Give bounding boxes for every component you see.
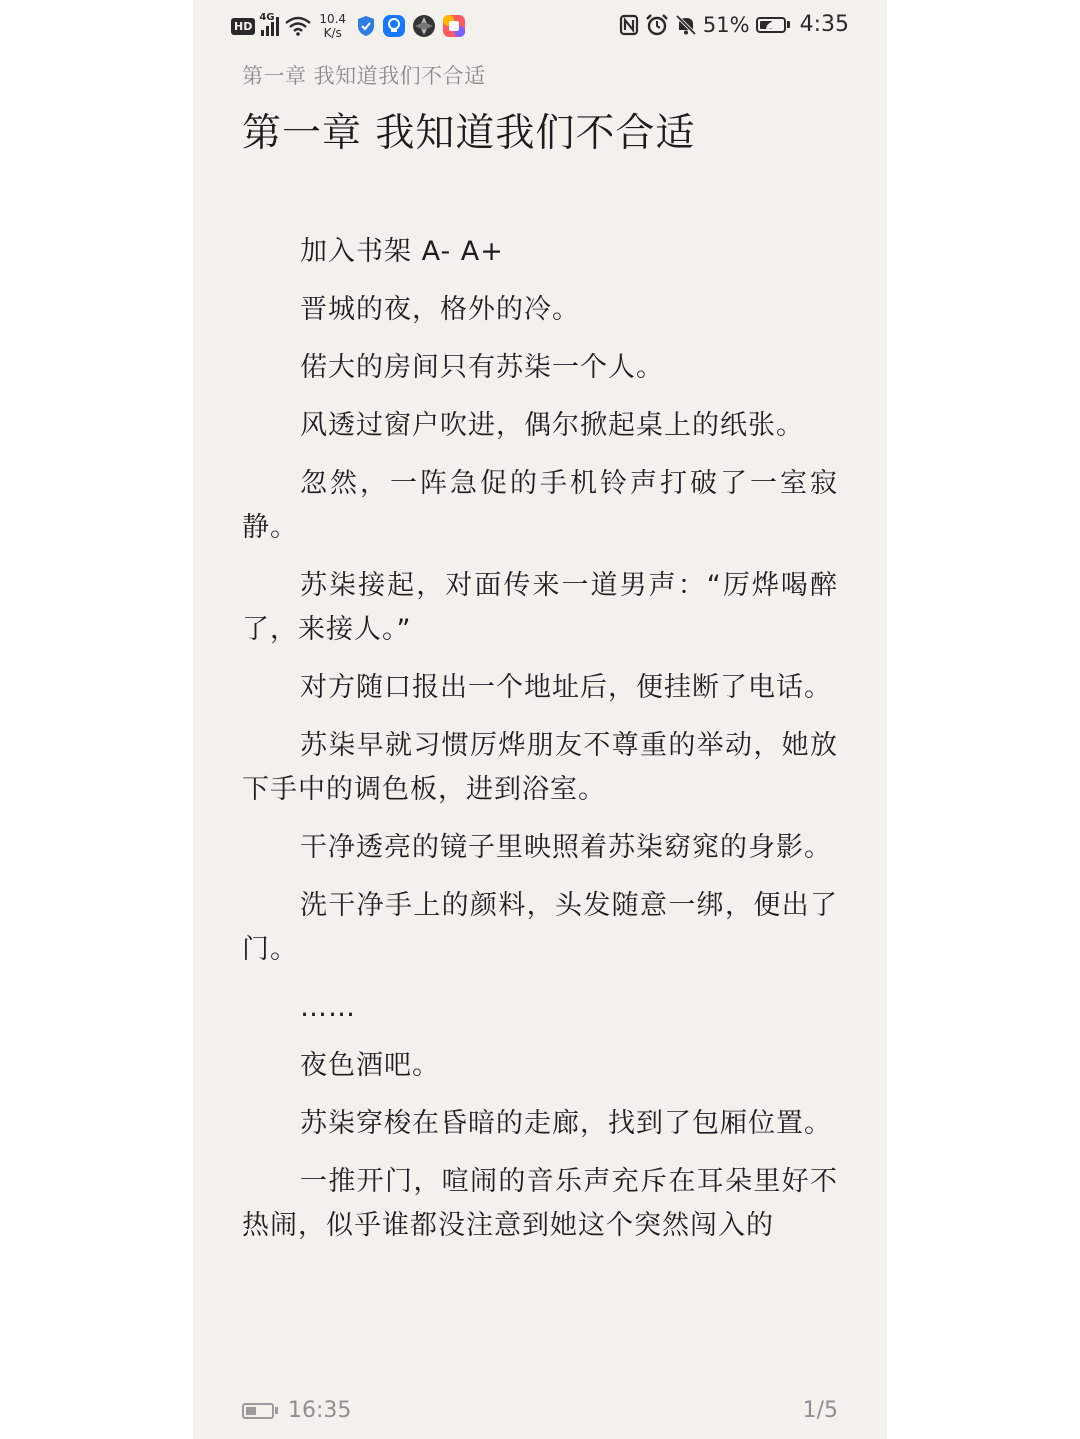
paragraph: 洗干净手上的颜料，头发随意一绑，便出了门。 <box>242 890 838 965</box>
footer-left <box>242 1398 351 1423</box>
page-indicator: 1/5 <box>802 1398 838 1423</box>
paragraph: 风透过窗户吹进，偶尔掀起桌上的纸张。 <box>300 410 804 441</box>
network-speed-value: 10.4 <box>319 12 347 26</box>
mute-bell-icon <box>675 14 697 36</box>
hd-badge: HD <box>231 18 255 35</box>
paragraph: 干净透亮的镜子里映照着苏柒窈窕的身影。 <box>300 832 832 863</box>
paragraph[interactable]: 加入书架 A- A+ <box>300 236 504 267</box>
footer-battery-icon <box>242 1403 278 1419</box>
shield-icon <box>356 15 376 37</box>
battery-icon <box>756 17 790 33</box>
alarm-icon <box>645 14 669 36</box>
status-time: 4:35 <box>799 12 849 37</box>
paragraph: 忽然，一阵急促的手机铃声打破了一室寂静。 <box>242 468 838 543</box>
chapter-content <box>242 230 838 1262</box>
lightbulb-app-icon <box>382 14 406 38</box>
paragraph: 苏柒早就习惯厉烨朋友不尊重的举动，她放下手中的调色板，进到浴室。 <box>242 730 838 805</box>
paragraph: 对方随口报出一个地址后，便挂断了电话。 <box>300 672 832 703</box>
status-bar-right <box>619 12 849 37</box>
paragraph: 一推开门，喧闹的音乐声充斥在耳朵里好不热闹，似乎谁都没注意到她这个突然闯入的 <box>242 1166 838 1241</box>
paragraph: 苏柒穿梭在昏暗的走廊，找到了包厢位置。 <box>300 1108 832 1139</box>
phone-screen <box>193 0 887 1439</box>
paragraph: 晋城的夜，格外的冷。 <box>300 294 580 325</box>
paragraph: …… <box>300 992 356 1023</box>
footer-time: 16:35 <box>288 1398 352 1423</box>
status-bar <box>193 0 887 52</box>
camera-aperture-app-icon <box>412 14 436 38</box>
reader-footer <box>193 1386 887 1439</box>
network-speed <box>319 12 346 40</box>
paragraph: 夜色酒吧。 <box>300 1050 440 1081</box>
paragraph: 苏柒接起，对面传来一道男声：“厉烨喝醉了，来接人。” <box>242 570 838 645</box>
cellular-signal-icon <box>259 12 279 36</box>
network-type-label: 4G <box>259 12 275 23</box>
colorful-app-icon <box>442 14 466 38</box>
paragraph: 偌大的房间只有苏柒一个人。 <box>300 352 664 383</box>
chapter-title: 第一章 我知道我们不合适 <box>242 111 696 156</box>
chapter-header: 第一章 我知道我们不合适 <box>242 64 486 88</box>
battery-percent: 51% <box>702 12 750 37</box>
leaf-icon <box>765 20 779 30</box>
footer-battery-fill <box>246 1407 256 1415</box>
wifi-icon <box>285 16 311 36</box>
status-bar-left <box>231 12 466 40</box>
network-speed-unit: K/s <box>323 26 342 40</box>
nfc-icon <box>619 14 639 36</box>
